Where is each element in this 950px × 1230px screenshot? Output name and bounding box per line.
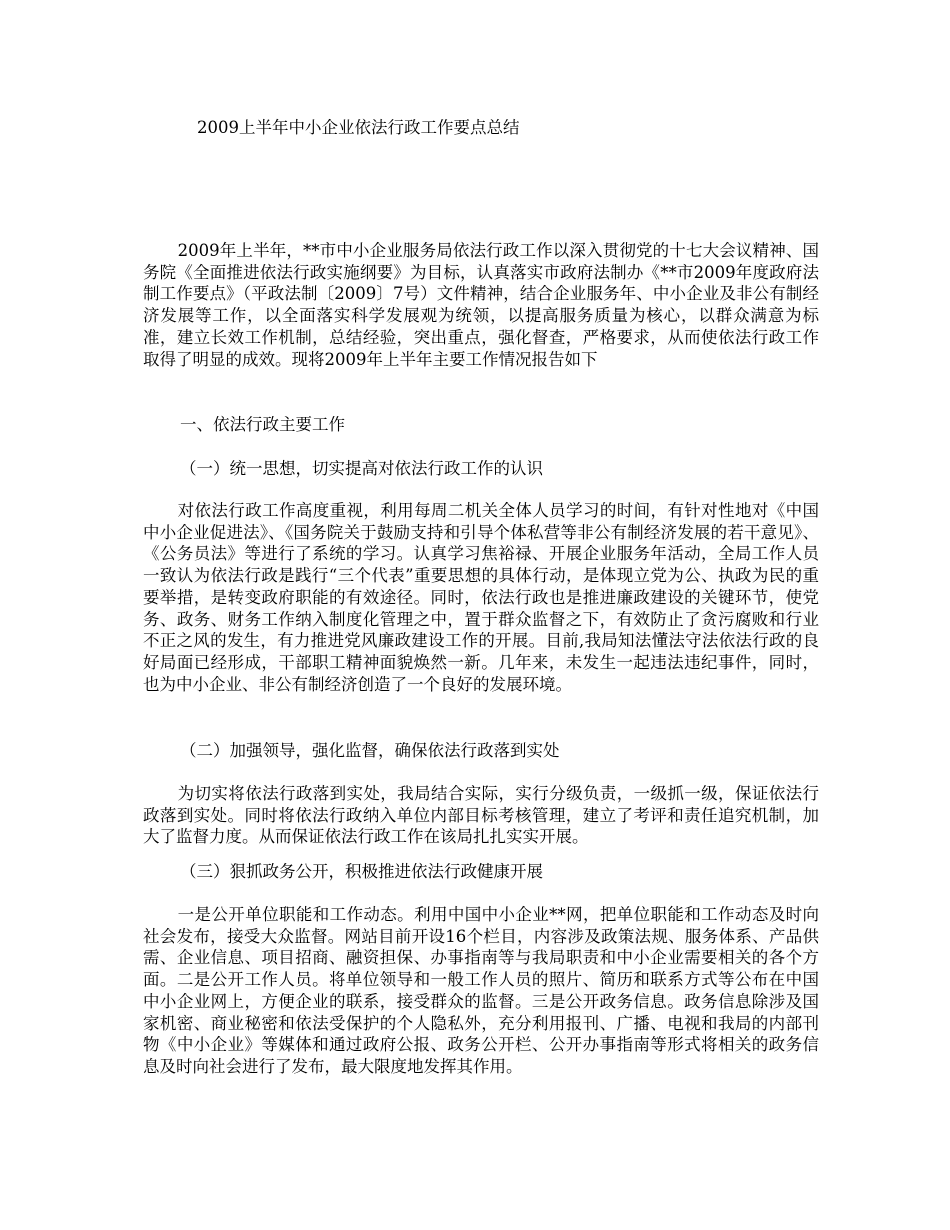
subsection-body-3: 一是公开单位职能和工作动态。利用中国中小企业**网，把单位职能和工作动态及时向社会发布，接受大众监督。网站目前开设16个栏目，内容涉及政策法规、服务体系、产品供需、企业信息、项目招商、融资担保、办事指南等与我局职责和中小企业需要相关的各个方面。二是公开工作人员。将单位领导和一般工作人员的照片、简历和联系方式等公布在中国中小企业网上，方便企业的联系，接受群众的监督。三是公开政务信息。政务信息除涉及国家机密、商业秘密和依法受保护的个人隐私外，充分利用报刊、广播、电视和我局的内部刊物《中小企业》等媒体和通过政府公报、政务公开栏、公开办事指南等形式将相关的政务信息及时向社会进行了发布，最大限度地发挥其作用。 <box>143 905 819 1076</box>
subsection-heading-2: （二）加强领导，强化监督，确保依法行政落到实处 <box>180 741 560 760</box>
intro-paragraph: 2009年上半年，**市中小企业服务局依法行政工作以深入贯彻党的十七大会议精神、国务院《全面推进依法行政实施纲要》为目标，认真落实市政府法制办《**市2009年度政府法制工作要点》（平政法制〔2009〕7号）文件精神，结合企业服务年、中小企业及非公有制经济发展等工作，以全面落实科学发展观为统领，以提高服务质量为核心，以群众满意为标准，建立长效工作机制，总结经验，突出重点，强化督查，严格要求，从而使依法行政工作取得了明显的成效。现将2009年上半年主要工作情况报告如下 <box>143 241 819 369</box>
subsection-body-2: 为切实将依法行政落到实处，我局结合实际，实行分级负责，一级抓一级，保证依法行政落到实处。同时将依法行政纳入单位内部目标考核管理，建立了考评和责任追究机制，加大了监督力度。从而保证依法行政工作在该局扎扎实实开展。 <box>143 784 819 847</box>
document-title: 2009上半年中小企业依法行政工作要点总结 <box>197 118 520 137</box>
section-heading-1: 一、依法行政主要工作 <box>180 415 345 434</box>
subsection-heading-3: （三）狠抓政务公开，积极推进依法行政健康开展 <box>180 862 543 881</box>
subsection-heading-1: （一）统一思想，切实提高对依法行政工作的认识 <box>180 459 543 478</box>
subsection-body-1: 对依法行政工作高度重视，利用每周二机关全体人员学习的时间，有针对性地对《中国中小企业促进法》、《国务院关于鼓励支持和引导个体私营等非公有制经济发展的若干意见》、《公务员法》等进行了系统的学习。认真学习焦裕禄、开展企业服务年活动，全局工作人员一致认为依法行政是践行“三个代表”重要思想的具体行动，是体现立党为公、执政为民的重要举措，是转变政府职能的有效途径。同时，依法行政也是推进廉政建设的关键环节，使党务、政务、财务工作纳入制度化管理之中，置于群众监督之下，有效防止了贪污腐败和行业不正之风的发生，有力推进党风廉政建设工作的开展。目前,我局知法懂法守法依法行政的良好局面已经形成，干部职工精神面貌焕然一新。几年来，未发生一起违法违纪事件，同时，也为中小企业、非公有制经济创造了一个良好的发展环境。 <box>143 501 819 694</box>
